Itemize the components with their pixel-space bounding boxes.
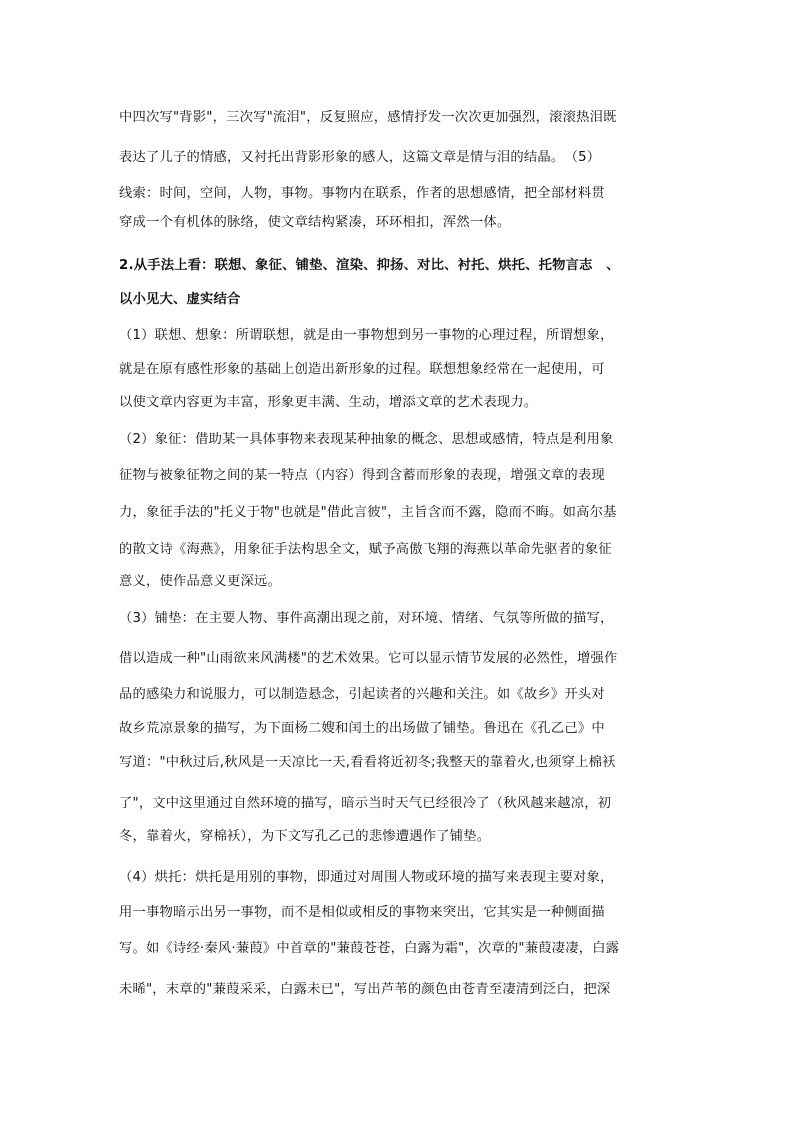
text-line: 穿成一个有机体的脉络，使文章结构紧凑，环环相扣，浑然一体。 xyxy=(119,215,511,230)
text-line: 借以造成一种"山雨欲来风满楼"的艺术效果。它可以显示情节发展的必然性，增强作 xyxy=(119,651,618,666)
text-line: 表达了儿子的情感，又衬托出背影形象的感人，这篇文章是情与泪的结晶。 （5） xyxy=(119,150,601,165)
text-line: 线索：时间，空间，人物，事物。事物内在联系，作者的思想感情，把全部材料贯 xyxy=(119,186,605,201)
text-line: 的散文诗《海燕》，用象征手法构思全文，赋予高傲飞翔的海燕以革命先驱者的象征 xyxy=(119,542,612,557)
text-line: （3）铺垫：在主要人物、事件高潮出现之前，对环境、情绪、气氛等所做的描写， xyxy=(119,611,614,626)
text-line: 中四次写"背影"，三次写"流泪"，反复照应，感情抒发一次次更加强烈，滚滚热泪既 xyxy=(119,110,617,125)
text-line: 品的感染力和说服力，可以制造悬念，引起读者的兴趣和关注。如《故乡》开头对 xyxy=(119,687,605,702)
text-line: （1）联想、想象：所谓联想，就是由一事物想到另一事物的心理过程，所谓想象， xyxy=(119,328,614,343)
text-line: （2）象征：借助某一具体事物来表现某种抽象的概念、思想或感情，特点是利用象 xyxy=(119,432,614,447)
text-line: 写。如《诗经·秦风·蒹葭》中首章的"蒹葭苍苍，白露为霜"，次章的"蒹葭凄凄，白露 xyxy=(119,941,620,956)
text-line: 故乡荒凉景象的描写，为下面杨二嫂和闰土的出场做了铺垫。鲁迅在《孔乙己》中 xyxy=(119,721,605,736)
text-line: 了"，文中这里通过自然环境的描写，暗示当时天气已经很冷了（秋风越来越凉，初 xyxy=(119,796,612,811)
text-line: 意义，使作品意义更深远。 xyxy=(119,574,281,589)
text-line: 就是在原有感性形象的基础上创造出新形象的过程。联想想象经常在一起使用，可 xyxy=(119,362,605,377)
text-line: （4）烘托：烘托是用别的事物，即通过对周围人物或环境的描写来表现主要对象， xyxy=(119,870,614,885)
text-line: 用一事物暗示出另一事物，而不是相似或相反的事物来突出，它其实是一种侧面描 xyxy=(119,905,605,920)
text-line: 写道："中秋过后,秋风是一天凉比一天,看看将近初冬;我整天的靠着火,也须穿上棉袄 xyxy=(119,755,616,770)
text-line: 以使文章内容更为丰富，形象更丰满、生动，增添文章的艺术表现力。 xyxy=(119,395,538,410)
section-heading: 以小见大、虚实结合 xyxy=(119,292,241,307)
text-line: 冬，靠着火，穿棉袄），为下文写孔乙己的悲惨遭遇作了铺垫。 xyxy=(119,829,491,844)
section-heading: 2.从手法上看：联想、象征、铺垫、渲染、抑扬、对比、衬托、烘托、托物言志 、 xyxy=(119,258,620,273)
text-line: 征物与被象征物之间的某一特点（内容）得到含蓄而形象的表现，增强文章的表现 xyxy=(119,468,605,483)
text-line: 力，象征手法的"托义于物"也就是"借此言彼"，主旨含而不露，隐而不晦。如高尔基 xyxy=(119,505,617,520)
text-line: 未晞"，末章的"蒹葭采采，白露未已"，写出芦苇的颜色由苍青至凄清到泛白，把深 xyxy=(119,982,611,997)
